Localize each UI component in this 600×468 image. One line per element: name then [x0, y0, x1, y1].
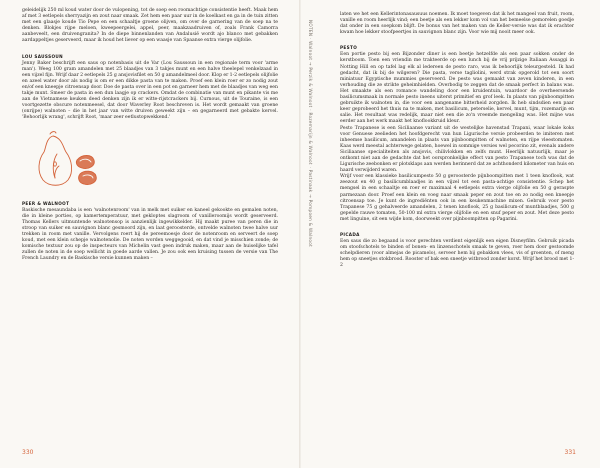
running-head [308, 20, 313, 247]
right-intro-paragraph: laten we het een Kellerintonasausuus noemen. Ik moet toegeven dat ik het mangeel van fruit, room, vanille en room heerlijk vind; een beetje als een lekker kom vol van het bemeelse gemorelen goedje dat onder in een soepkom blijft. De bonus van het maken van de Keller-versie was dat ik erachter kwam hoe lekker stoofpeertjes in sauvignon blanc zijn. Voor wie mij nooit meer ook. [340, 12, 574, 36]
left-intro-paragraph: geleidelijk 250 ml koud water door de vulopening, tot de soep een roomachtige consistentie heeft. Maak hem af met 3 eetlepels sherryazijn en zout naar smaak. Zet hem een paar uur in de koelkast en ga in de tuin zitten met een glaasje koude Tio Pepe en een schaaltje groene olijven, om over de garnering van de soep na te denken. Blokjes rijpe meloen, kweepeergelei, appel, peer, maakzaadruiven of, zoals Frank Camorra aanbeveelt, een druivengranita? In de diepe binnenlanden van Andalusië wordt ajo blanco met gebakken aardappeltjes geserveerd, maar ik houd het liever op een waasje van Spaanse extra vierge olijfolie. [22, 8, 278, 44]
pesto-body-3: Wrijf voor een klassieke basilicumpesto 50 g geroosterde pijnboompitten met 1 teen knoflook, wat zeezout en 40 g basilicumblaadjes in een vijzel tot een pasta-achtige consistentie. Schep het mengsel in een schaaltje en roer er maximaal 4 eetlepels extra vierge olijfolie en 50 g geraspte parmezaan door. Proef een klein en voeg naar smaak peper en zout toe en zo nodig een kneepje citroensap toe. Je kunt de ingrediënten ook in een keukenmachine mixen. Gebruik voor pesto Trapanese 75 g gehalveerde amandelen, 2 tenen knoflook, 25 g basilicum-of muntblaadjes, 500 g gepelde rauwe tomaten, 50-100 ml extra vierge olijfolie en een snuf peper en zout. Met deze pesto met linguine, sit een wijde kom, doorweekt over pijnboompitten op Pagarini. [340, 174, 574, 222]
peer-walnoot-body: Baskische mesaundaba is een 'walnotenroom' van in melk met suiker en kaneel gekookte en gemalen noten, die in kleine porties, op kamertemperatuur, met gekloptes slagroom of vanilleroomijs wordt geserveerd. Thomas Kellers uitmuntende walnotensop is aanzienlijk ingewikkelder. Hij maakt puree van peren die in stroop van suiker en sauvignon blanc gesmoord zijn, en laat geroosterde, ontvelde walnoten twee halve uur trekken in room met vanille. Vervolgens roert hij de pereemoesje door de notenroom en serveert de soep koud, met een klein schepje walnotenolie. De noten worden weggegooid, en dat vind je misschien zonde; de komische textuur zou op de inspecteurs van Michelin vast geen indruk maken, maar aan de huiselijke tafel zullen de noten in de soep wellicht in goede aarde vallen. Je zou ook een kruising tussen de versie van The French Laundry en de Baskische versie kunnen maken – [22, 207, 278, 262]
running-head-text: NOTEN · Walnoot → Perzik & Walnoot · Rozemarijn & Walnoot · Pastinaak → Pompoen & Walnoot [308, 20, 313, 248]
lou-saussoun-body: Jenny Baker beschrijft een saus op notenbasis uit de Var (Lou Saussoun in een regionale term voor 'arme man'). Weeg 100 gram amandelen met 25 blaadjes van 3 takjes munt en een halve theelepel venkelzaad in een vijzel fijn. Wrijf daar 2 eetlepels 25 g ansjovisfilet en 50 g amandelmeel door. Klop er 1-2 eetlepels olijfolie en azeel water door als nodig is om er een dikke pasta van te maken. Proef een klein roer er zo nodig zout en/of een kneepje citroensap door. Doe de pasta over in een pot en garneer hem met de blaadjes van weg een takje munt. Smeer de pasta in een dun laagje op crackers. Omdat de combinatie van munt en pikante vis me aan de Vietnamese keuken deed denken zijn ik er witte-rijstcrackers bij. Curnous, uit de Touraine, is een voortgezette obscure notenmeesel, dat door Waverley Root beschreven is. Het wordt gemaakt van groene (onrijpe) walnoten – die in het jaar van witte druiven geweekt zijn – en gegarneerd met gebakte kervel. 'Behoorlijk wrang', schrijft Root, 'maar zeer eetlustopwekkend.' [22, 60, 278, 121]
pesto-body-2: Pesto Trapanese is een Siciliaanse variant uit de westelijke havenstad Trapani, waar lokale koks voor Genuese zeelieden het hoofdgerecht van hun Ligurische versie probeerden te imiteren met inheemse basilicum, amandelen in plaats van pijnboompitten of walnoten, en rijpe vleestomaten. Kaas werd meestal achterwege gelaten, hoewel in sommige versies wel pecorino zit, evenals andere Siciliaanse specialiteiten als ansjovis, chilivlokken en zelfs munt. Heerlijk natuurlijk, maar je ontkomt niet aan de gedachte dat het oorspronkelijke effect van pesto Trapanese toch was dat de Ligurische zeebonken er plotsklaps aan werden herinnerd dat ze achthonderd kilometer van huis en haard verwijderd waren. [340, 125, 574, 174]
pear-walnut-illustration [22, 128, 112, 192]
section-heading-pesto: PESTO [340, 45, 358, 51]
right-page [300, 0, 600, 468]
page-number-right: 331 [564, 449, 576, 456]
section-heading-lou-saussoun: LOU SAUSSOUN [22, 53, 63, 59]
pesto-body-1: Een portie pesto bij een Bijzonder diner is een beetje hetzelfde als een paar sokken onder de kerstboom. Toen een vriendin me trakteerde op een lunch bij de vrij prijzige Italiaan Assaggi in Notting Hill en op tafel lag elk al ledereen de pesto raro, was ik behoorlijk teleurgesteld. Ik had gedacht, dat ik bij de wilgeren? Die pasta, verse tagliolini, werd strak opgerold tot een soort miniatuur Egyptische mummies geserveerd. De pesto was gemaakt van zeven kinderen, in een verhouding die ze strikte geheimhielden. Overbodig te zeggen dat de smaak perfect in balans was. Het smaakte als een romance wandeling door een kruidentuin, waardoor de overheersende basilicumsmaak in normale pesto ineens uiterst primitief en grof leek. In plaats van pijnboompitten gebruikte ik walnoten in, die voor een aangename bitterheid zorgden. Ik heb sindsdien een paar keer geprobeerd het thuis na te maken, met basilicum, peterselie, kervel, munt, tijm, rozemarijn en salie. Het resultaat was redelijk, maar niet een die zo'n vreemde mengeling was. Het mijne was eerder aan het werk maakt het knoflookkruid kleur. [340, 52, 574, 125]
page-number-left: 330 [22, 449, 34, 456]
picada-body: Een saus die zo begaand is voor gerechten verdient eigenlijk een eigen Disneyfilm. Gebruik picada om stoofschotels te binden of bonen- en linzenschotels smaak te geven, roer hem door gestoomde schelpdieren (voor almejas de picamelo), serveer hem bij gebakken vlees, vis of groenten, of meng hem op sneetjes stokbrood. Rooster of bak een sneetje witbrood zonder korst. Wrijf het brood met 1-2 [340, 239, 574, 269]
section-heading-peer-walnoot: PEER & WALNOOT [22, 200, 70, 206]
section-heading-picada: PICADA [340, 232, 360, 237]
